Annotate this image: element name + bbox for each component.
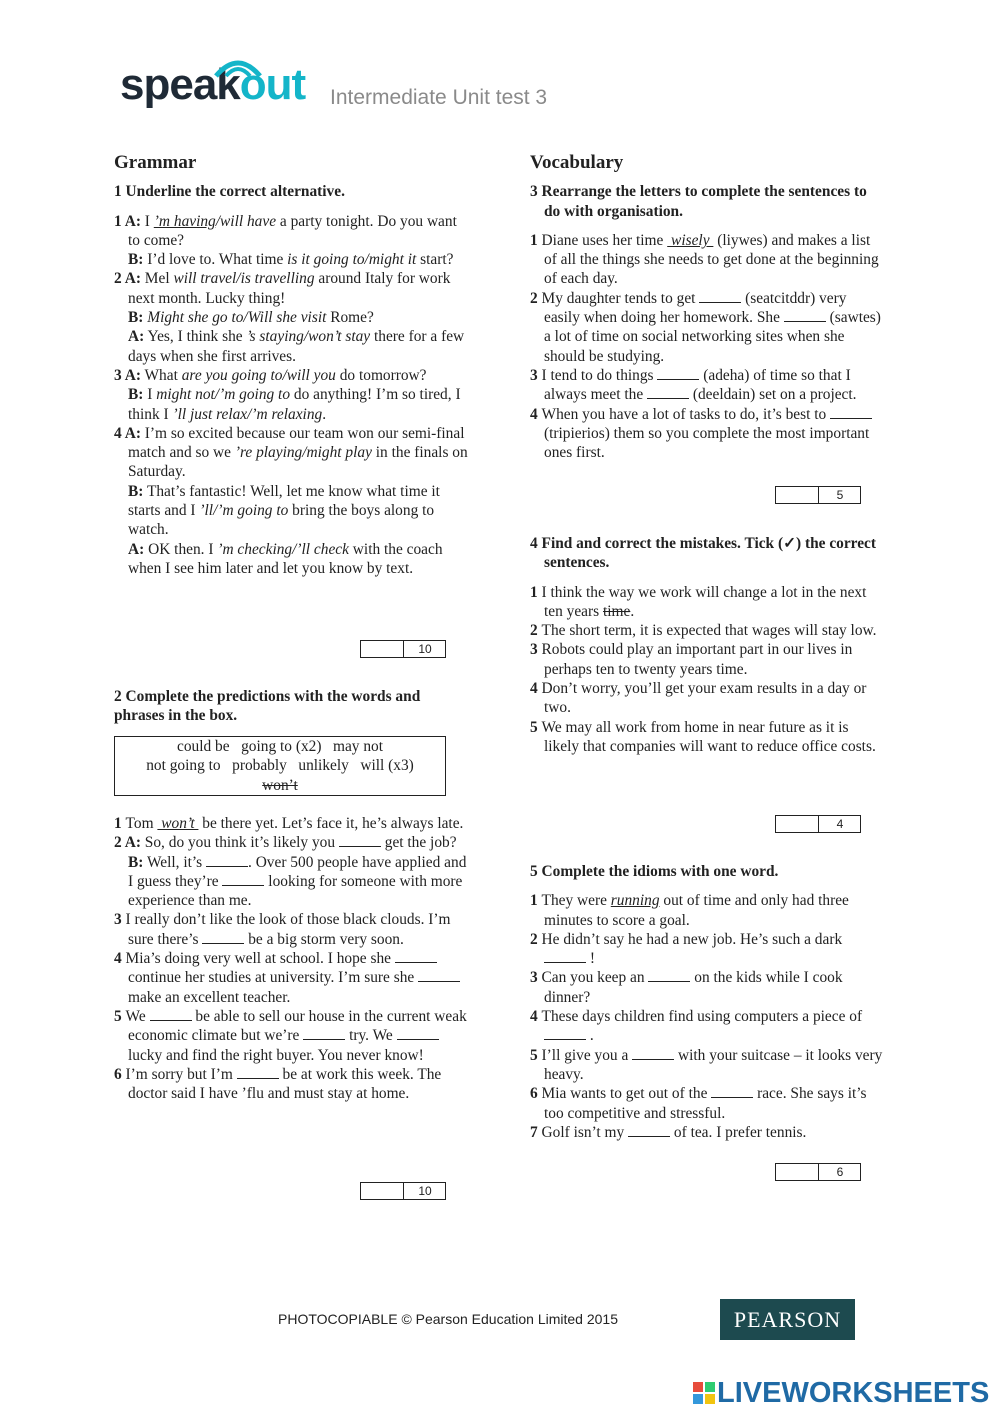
task2-item: 3 I really don’t like the look of those black clouds. I’m sure there’s be a big storm very soon. <box>114 911 451 948</box>
task4-instruction: 4 Find and correct the mistakes. Tick (✓) the correct sentences. <box>530 535 877 572</box>
task1-item-line: 3 A: What are you going to/will you do tomorrow? <box>114 366 427 384</box>
liveworksheets-icon <box>693 1382 715 1404</box>
task5-item: 6 Mia wants to get out of the race. She says it’s too competitive and stressful. <box>530 1085 867 1122</box>
task2-item: 1 Tom won’t be there yet. Let’s face it, he’s always late. <box>114 815 464 832</box>
task1-item-line: 4 A: I’m so excited because our team won our semi-final match and so we ’re playing/might play in the finals on Saturday. <box>114 424 468 481</box>
task4-item: 3 Robots could play an important part in our lives in perhaps ten to twenty years time. <box>530 641 853 678</box>
task1-item-line: B: I might not/’m going to do anything! I’m so tired, I think I ’ll just relax/’m relaxing. <box>128 386 461 423</box>
grammar-column <box>114 153 472 578</box>
word-box: could be going to (x2) may not not going to probably unlikely will (x3) won’t <box>114 736 446 796</box>
task4-score-box: 4 <box>775 815 861 833</box>
task3-list <box>530 231 885 463</box>
task1-item-line: 1 A: I ’m having/will have a party tonight. Do you want to come? <box>114 212 457 249</box>
speakout-logo: speakout <box>120 60 305 110</box>
task5-item: 4 These days children find using computers a piece of . <box>530 1008 863 1045</box>
task1-score-box: 10 <box>360 640 446 658</box>
vocabulary-column <box>530 153 885 462</box>
task2-instruction: 2 Complete the predictions with the words and phrases in the box. <box>114 688 421 725</box>
task5-block <box>530 862 885 1142</box>
task5-item: 1 They were running out of time and only had three minutes to score a goal. <box>530 892 849 929</box>
task3-instruction: 3 Rearrange the letters to complete the sentences to do with organisation. <box>530 183 867 220</box>
vocabulary-heading: Vocabulary <box>530 152 624 173</box>
copyright-notice: PHOTOCOPIABLE © Pearson Education Limited 2015 <box>278 1311 619 1327</box>
task5-item: 3 Can you keep an on the kids while I cook dinner? <box>530 969 843 1006</box>
unit-title: Intermediate Unit test 3 <box>330 86 548 109</box>
task1-list <box>114 212 472 579</box>
task2-item: 6 I’m sorry but I’m be at work this week. The doctor said I have ’flu and must stay at home. <box>114 1065 442 1103</box>
task3-item: 4 When you have a lot of tasks to do, it’s best to (tripierios) them so you complete the most important ones first. <box>530 405 885 463</box>
task5-instruction: 5 Complete the idioms with one word. <box>530 863 779 880</box>
task2-item: 4 Mia’s doing very well at school. I hope she continue her studies at university. I’m sure she make an excellent teacher. <box>114 949 472 1007</box>
task1-item-line: A: Yes, I think she ’s staying/won’t stay there for a few days when she first arrives. <box>128 328 465 365</box>
task2-item: 2 A: So, do you think it’s likely you get the job? B: Well, it’s . Over 500 people have applied and I guess they’re looking for someone with more experience than me. <box>114 834 467 910</box>
task5-item: 7 Golf isn’t my of tea. I prefer tennis. <box>530 1123 807 1141</box>
pearson-logo: PEARSON <box>720 1299 855 1340</box>
task1-instruction: 1 Underline the correct alternative. <box>114 183 345 201</box>
task2-score-box: 10 <box>360 1182 446 1200</box>
task1-item-line: A: OK then. I ’m checking/’ll check with the coach when I see him later and let you know by text. <box>128 540 443 577</box>
task4-block <box>530 534 885 756</box>
task2-list <box>114 814 472 1103</box>
task4-list <box>530 583 885 757</box>
task5-list <box>530 891 885 1142</box>
grammar-heading: Grammar <box>114 152 197 173</box>
task4-item: 5 We may all work from home in near future as it is likely that companies will want to reduce office costs. <box>530 718 876 755</box>
task5-score-box: 6 <box>775 1163 861 1181</box>
task3-item: 1 Diane uses her time wisely (liywes) and makes a list of all the things she needs to get done at the beginning of each day. <box>530 231 879 288</box>
task4-item: 4 Don’t worry, you’ll get your exam results in a day or two. <box>530 680 867 717</box>
task1-item-line: B: I’d love to. What time is it going to/might it start? <box>128 251 454 269</box>
task1-item-line: B: That’s fantastic! Well, let me know what time it starts and I ’ll/’m going to bring the boys along to watch. <box>128 482 440 539</box>
task4-item: 2 The short term, it is expected that wages will stay low. <box>530 622 877 640</box>
task3-score-box: 5 <box>775 486 861 504</box>
task4-item: 1 I think the way we work will change a lot in the next ten years time. <box>530 583 867 620</box>
task3-item: 3 I tend to do things (adeha) of time so that I always meet the (deeldain) set on a project. <box>530 366 857 404</box>
task1-item-line: 2 A: Mel will travel/is travelling around Italy for work next month. Lucky thing! <box>114 270 451 307</box>
task5-item: 2 He didn’t say he had a new job. He’s such a dark ! <box>530 930 843 968</box>
logo-arc-icon <box>212 56 264 78</box>
task5-item: 5 I’ll give you a with your suitcase – it looks very heavy. <box>530 1046 883 1083</box>
liveworksheets-watermark: LIVEWORKSHEETS <box>693 1377 989 1410</box>
task1-item-line: B: Might she go to/Will she visit Rome? <box>128 309 374 327</box>
task2-item: 5 We be able to sell our house in the current weak economic climate but we’re try. We lucky and find the right buyer. You never know! <box>114 1007 467 1064</box>
task3-item: 2 My daughter tends to get (seatcitddr) very easily when doing her homework. She (sawtes) a lot of time on social networking sites when she should be studying. <box>530 289 881 365</box>
